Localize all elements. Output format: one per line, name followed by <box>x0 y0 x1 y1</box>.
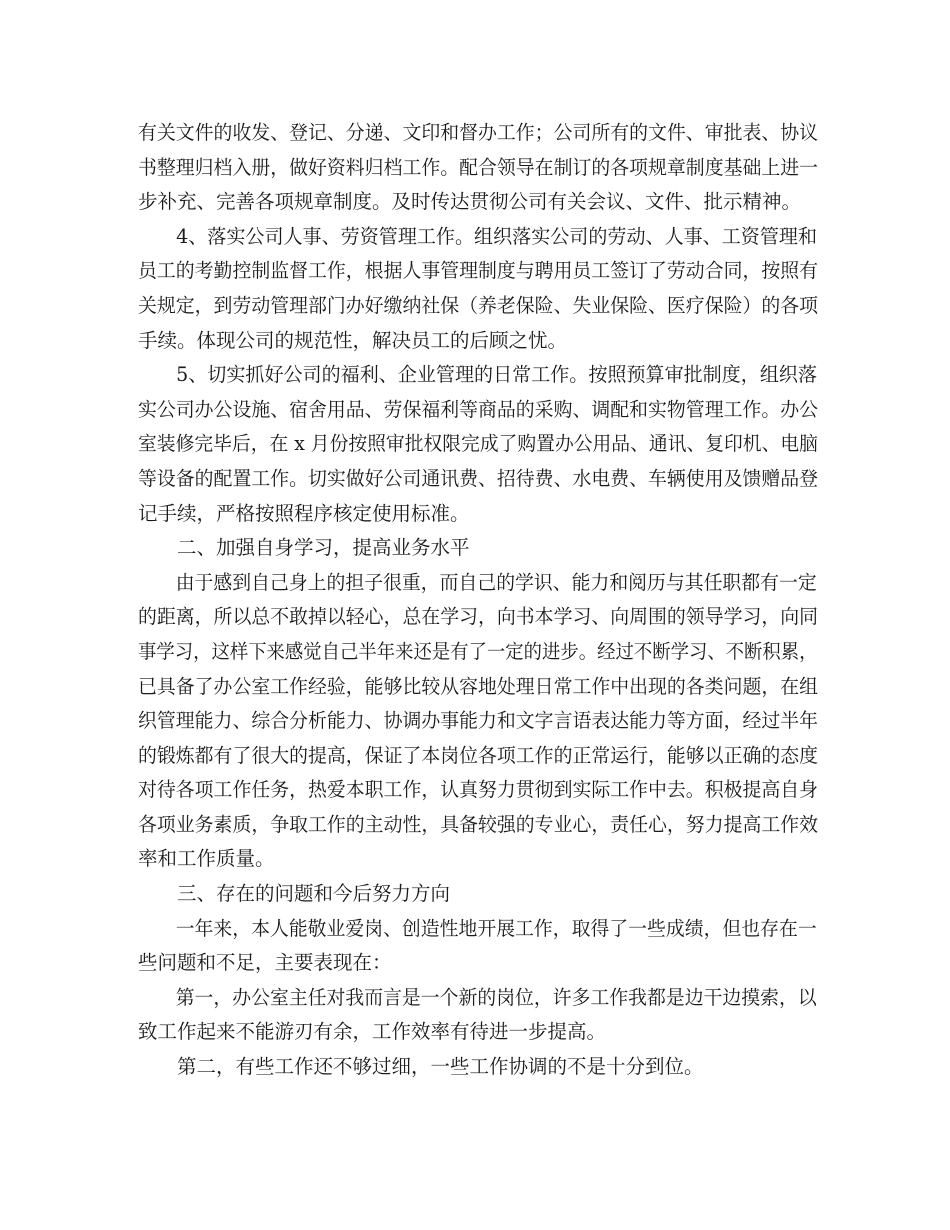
text-line: 由于感到自己身上的担子很重，而自己的学识、能力和阅历与其任职都有一定 <box>175 570 817 594</box>
text-line: 织管理能力、综合分析能力、协调办事能力和文字言语表达能力等方面，经过半年 <box>138 709 819 733</box>
text-line: 率和工作质量。 <box>138 847 275 871</box>
text-line: 室装修完毕后，在 x 月份按照审批权限完成了购置办公用品、通讯、复印机、电脑 <box>138 432 818 456</box>
text-line: 事学习，这样下来感觉自己半年来还是有了一定的进步。经过不断学习、不断积累， <box>138 639 818 663</box>
text-line: 步补充、完善各项规章制度。及时传达贯彻公司有关会议、文件、批示精神。 <box>138 190 802 214</box>
text-line: 第一，办公室主任对我而言是一个新的岗位，许多工作我都是边干边摸索，以 <box>175 985 817 1009</box>
text-line: 的距离，所以总不敢掉以轻心，总在学习，向书本学习、向周围的领导学习，向同 <box>138 605 819 629</box>
text-line: 4、落实公司人事、劳资管理工作。组织落实公司的劳动、人事、工资管理和 <box>176 224 818 248</box>
text-line: 二、加强自身学习，提高业务水平 <box>177 536 470 560</box>
text-line: 对待各项工作任务，热爱本职工作，认真努力贯彻到实际工作中去。积极提高自身 <box>138 778 819 802</box>
text-line: 三、存在的问题和今后努力方向 <box>177 882 451 906</box>
text-line: 一年来，本人能敬业爱岗、创造性地开展工作，取得了一些成绩，但也存在一 <box>175 916 817 940</box>
text-line: 5、切实抓好公司的福利、企业管理的日常工作。按照预算审批制度，组织落 <box>176 363 818 387</box>
text-line: 各项业务素质，争取工作的主动性，具备较强的专业心，责任心，努力提高工作效 <box>138 812 819 836</box>
text-line: 第二，有些工作还不够过细，一些工作协调的不是十分到位。 <box>177 1055 704 1079</box>
text-line: 员工的考勤控制监督工作，根据人事管理制度与聘用员工签订了劳动合同，按照有 <box>138 259 819 283</box>
text-line: 等设备的配置工作。切实做好公司通讯费、招待费、水电费、车辆使用及馈赠品登 <box>138 466 819 490</box>
text-line: 些问题和不足，主要表现在： <box>138 951 392 975</box>
text-line: 有关文件的收发、登记、分递、文印和督办工作；公司所有的文件、审批表、协议 <box>138 121 819 144</box>
text-line: 记手续，严格按照程序核定使用标准。 <box>138 501 470 525</box>
text-line: 书整理归档入册，做好资料归档工作。配合领导在制订的各项规章制度基础上进一 <box>138 155 819 179</box>
text-line: 实公司办公设施、宿舍用品、劳保福利等商品的采购、调配和实物管理工作。办公 <box>138 397 819 421</box>
text-line: 关规定，到劳动管理部门办好缴纳社保（养老保险、失业保险、医疗保险）的各项 <box>138 293 819 317</box>
document-body <box>138 116 818 1085</box>
text-line: 的锻炼都有了很大的提高，保证了本岗位各项工作的正常运行，能够以正确的态度 <box>138 743 819 767</box>
text-line: 已具备了办公室工作经验，能够比较从容地处理日常工作中出现的各类问题，在组 <box>138 674 819 698</box>
text-line: 致工作起来不能游刃有余，工作效率有待进一步提高。 <box>138 1020 607 1044</box>
text-line: 手续。体现公司的规范性，解决员工的后顾之忧。 <box>138 328 568 352</box>
